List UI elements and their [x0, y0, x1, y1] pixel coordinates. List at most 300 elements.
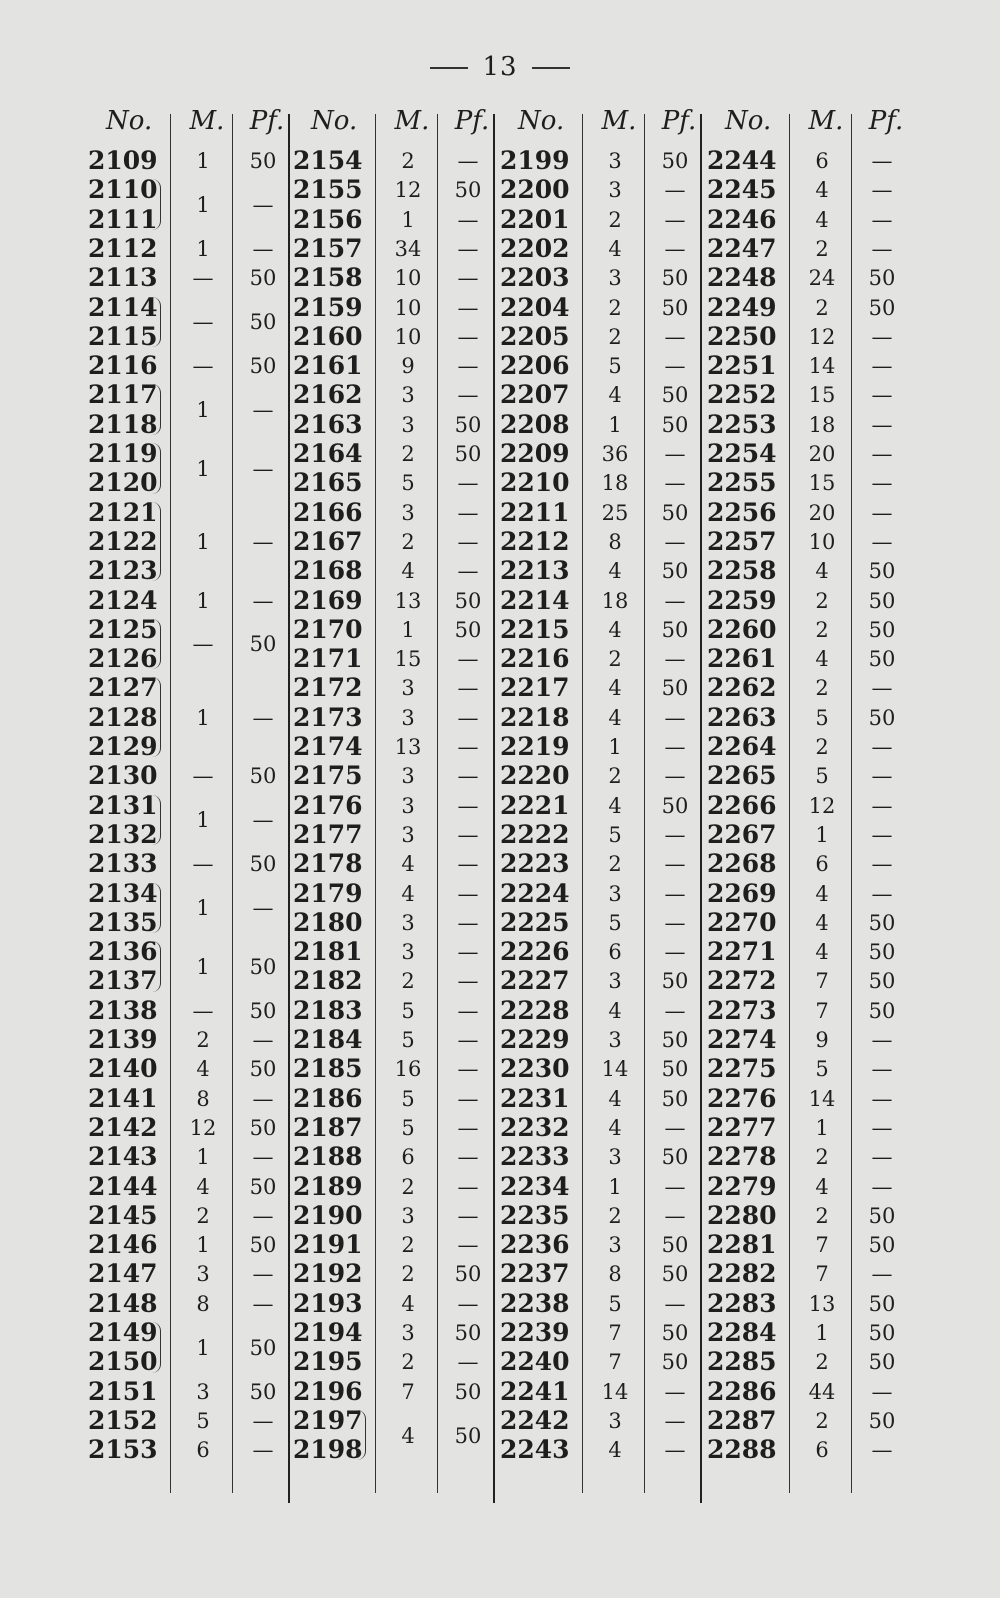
row-number: 2188: [293, 1142, 363, 1172]
row-number: 2125: [88, 614, 158, 644]
row-number: 2156: [293, 204, 363, 234]
row-number: 2224: [500, 878, 570, 908]
amount-pfennig: 50: [868, 588, 896, 613]
amount-marks: —: [192, 632, 214, 657]
row-number: 2175: [293, 761, 363, 791]
amount-pfennig: 50: [249, 852, 277, 877]
amount-pfennig: 50: [868, 617, 896, 642]
amount-pfennig: 50: [249, 1115, 277, 1140]
amount-marks: 1: [196, 192, 210, 217]
header-m: M.: [601, 106, 637, 136]
amount-marks: 7: [608, 1321, 622, 1345]
amount-pfennig: —: [664, 1408, 686, 1433]
row-number: 2247: [707, 233, 777, 263]
amount-pfennig: —: [252, 1408, 274, 1433]
amount-marks: 15: [808, 471, 836, 496]
amount-marks: 6: [401, 1145, 415, 1170]
amount-marks: 3: [608, 1408, 622, 1433]
row-number: 2140: [88, 1054, 158, 1084]
row-number: 2281: [707, 1230, 777, 1260]
row-number: 2192: [293, 1259, 363, 1289]
row-number: 2178: [293, 849, 363, 879]
row-number: 2261: [707, 644, 777, 674]
amount-marks: 1: [608, 1174, 622, 1199]
amount-marks: 7: [815, 1262, 829, 1287]
amount-marks: 3: [401, 500, 415, 525]
amount-pfennig: —: [871, 529, 893, 554]
row-number: 2239: [500, 1318, 570, 1347]
amount-pfennig: —: [457, 266, 479, 291]
header-no: No.: [518, 106, 565, 136]
amount-pfennig: 50: [868, 1233, 896, 1258]
amount-pfennig: —: [457, 793, 479, 818]
row-number: 2202: [500, 233, 570, 263]
header-no: No.: [311, 106, 358, 136]
row-number: 2278: [707, 1142, 777, 1172]
row-number: 2164: [293, 439, 363, 468]
amount-marks: 1: [196, 705, 210, 730]
row-number: 2267: [707, 819, 777, 849]
amount-marks: 1: [608, 412, 622, 437]
amount-marks: 1: [196, 398, 210, 423]
amount-pfennig: 50: [661, 676, 689, 701]
amount-pfennig: —: [457, 529, 479, 554]
row-number: 2286: [707, 1376, 777, 1406]
amount-marks: 1: [196, 529, 210, 554]
amount-pfennig: 50: [661, 500, 689, 525]
amount-marks: 8: [196, 1291, 210, 1316]
row-number: 2118: [88, 409, 158, 439]
amount-marks: 4: [815, 647, 829, 672]
row-number: 2271: [707, 937, 777, 967]
amount-marks: 1: [196, 236, 210, 261]
amount-pfennig: 50: [454, 588, 482, 613]
row-number: 2255: [707, 468, 777, 498]
amount-pfennig: —: [871, 1438, 893, 1463]
amount-marks: 3: [196, 1262, 210, 1287]
amount-pfennig: 50: [868, 1350, 896, 1375]
amount-pfennig: —: [457, 559, 479, 584]
row-number: 2114: [88, 292, 158, 322]
row-number: 2218: [500, 702, 570, 732]
amount-marks: 4: [196, 1057, 210, 1082]
amount-marks: 1: [196, 896, 210, 921]
amount-marks: 3: [608, 266, 622, 291]
amount-pfennig: —: [664, 940, 686, 965]
amount-marks: 2: [815, 1145, 829, 1170]
row-number: 2265: [707, 761, 777, 791]
amount-pfennig: —: [457, 1057, 479, 1082]
amount-pfennig: 50: [868, 910, 896, 935]
row-number: 2245: [707, 175, 777, 205]
row-number: 2174: [293, 732, 363, 761]
row-number: 2288: [707, 1435, 777, 1465]
amount-pfennig: —: [252, 1145, 274, 1170]
amount-pfennig: 50: [249, 266, 277, 291]
amount-marks: 2: [401, 149, 415, 173]
amount-pfennig: 50: [249, 764, 277, 789]
row-number: 2182: [293, 966, 363, 996]
amount-pfennig: —: [664, 1174, 686, 1199]
amount-marks: 5: [815, 705, 829, 730]
amount-pfennig: 50: [661, 969, 689, 994]
row-number: 2266: [707, 790, 777, 820]
amount-marks: 4: [608, 705, 622, 730]
header-pf: Pf.: [454, 106, 490, 136]
row-number: 2173: [293, 702, 363, 732]
amount-pfennig: —: [871, 1057, 893, 1082]
row-number: 2249: [707, 292, 777, 322]
amount-pfennig: —: [252, 1262, 274, 1287]
row-number: 2161: [293, 351, 363, 381]
amount-pfennig: —: [457, 676, 479, 701]
amount-pfennig: —: [871, 1174, 893, 1199]
amount-pfennig: 50: [868, 1408, 896, 1433]
amount-marks: 2: [401, 1262, 415, 1287]
row-number: 2272: [707, 966, 777, 996]
row-number: 2195: [293, 1347, 363, 1377]
amount-marks: 2: [608, 207, 622, 232]
amount-pfennig: —: [871, 1262, 893, 1287]
brace: [152, 883, 161, 934]
amount-marks: 2: [608, 852, 622, 877]
row-number: 2243: [500, 1435, 570, 1465]
amount-marks: —: [192, 852, 214, 877]
amount-pfennig: —: [664, 471, 686, 496]
brace: [152, 677, 161, 757]
amount-pfennig: 50: [661, 383, 689, 408]
row-number: 2260: [707, 614, 777, 644]
amount-marks: 34: [394, 236, 422, 261]
amount-pfennig: —: [871, 735, 893, 759]
amount-marks: 44: [808, 1379, 836, 1404]
amount-marks: 2: [815, 676, 829, 701]
amount-marks: 2: [815, 236, 829, 261]
amount-pfennig: —: [252, 192, 274, 217]
row-number: 2142: [88, 1112, 158, 1142]
amount-marks: 1: [401, 617, 415, 642]
row-number: 2211: [500, 497, 570, 527]
amount-marks: —: [192, 310, 214, 335]
row-number: 2181: [293, 937, 363, 967]
amount-marks: 3: [401, 1203, 415, 1228]
amount-pfennig: 50: [454, 1321, 482, 1345]
amount-pfennig: 50: [661, 1350, 689, 1375]
row-number: 2132: [88, 819, 158, 849]
row-number: 2171: [293, 644, 363, 674]
amount-marks: —: [192, 354, 214, 379]
amount-marks: 2: [401, 529, 415, 554]
amount-pfennig: 50: [661, 1028, 689, 1052]
row-number: 2257: [707, 526, 777, 556]
amount-marks: 3: [401, 676, 415, 701]
row-number: 2144: [88, 1171, 158, 1201]
row-number: 2151: [88, 1376, 158, 1406]
row-number: 2208: [500, 409, 570, 439]
amount-marks: 7: [608, 1350, 622, 1375]
amount-pfennig: —: [871, 324, 893, 349]
amount-pfennig: 50: [249, 1174, 277, 1199]
amount-pfennig: 50: [868, 940, 896, 965]
brace: [152, 1322, 161, 1373]
amount-marks: 7: [401, 1379, 415, 1404]
amount-pfennig: —: [871, 676, 893, 701]
row-number: 2227: [500, 966, 570, 996]
amount-pfennig: —: [664, 705, 686, 730]
row-number: 2137: [88, 966, 158, 996]
amount-pfennig: —: [457, 852, 479, 877]
row-number: 2193: [293, 1288, 363, 1318]
row-number: 2133: [88, 849, 158, 879]
amount-pfennig: —: [252, 236, 274, 261]
amount-marks: 4: [815, 881, 829, 906]
row-number: 2248: [707, 263, 777, 293]
amount-marks: 8: [608, 529, 622, 554]
brace: [152, 179, 161, 230]
amount-marks: 5: [608, 822, 622, 847]
brace: [152, 384, 161, 435]
amount-marks: 13: [808, 1291, 836, 1316]
row-number: 2270: [707, 907, 777, 937]
amount-marks: 3: [196, 1379, 210, 1404]
amount-marks: 3: [401, 705, 415, 730]
amount-marks: 4: [401, 852, 415, 877]
amount-pfennig: —: [252, 1086, 274, 1111]
row-number: 2147: [88, 1259, 158, 1289]
row-number: 2253: [707, 409, 777, 439]
amount-marks: 2: [401, 1350, 415, 1375]
amount-pfennig: —: [664, 822, 686, 847]
row-number: 2276: [707, 1083, 777, 1113]
row-number: 2116: [88, 351, 158, 381]
row-number: 2159: [293, 292, 363, 322]
amount-marks: 1: [196, 1233, 210, 1258]
amount-marks: 4: [608, 1438, 622, 1463]
amount-pfennig: 50: [661, 793, 689, 818]
amount-marks: 4: [401, 881, 415, 906]
amount-pfennig: —: [457, 705, 479, 730]
amount-marks: 3: [401, 940, 415, 965]
row-number: 2259: [707, 585, 777, 615]
amount-marks: 4: [608, 617, 622, 642]
amount-pfennig: —: [457, 1203, 479, 1228]
amount-marks: 4: [815, 940, 829, 965]
row-number: 2220: [500, 761, 570, 791]
amount-marks: 2: [815, 1203, 829, 1228]
row-number: 2184: [293, 1025, 363, 1054]
amount-marks: 3: [608, 149, 622, 173]
table-block-3: [500, 106, 705, 1486]
row-number: 2134: [88, 878, 158, 908]
amount-marks: 3: [401, 412, 415, 437]
amount-marks: 3: [608, 881, 622, 906]
amount-marks: 2: [401, 969, 415, 994]
row-number: 2126: [88, 644, 158, 674]
amount-pfennig: 50: [868, 998, 896, 1023]
row-number: 2167: [293, 526, 363, 556]
amount-marks: 10: [394, 266, 422, 291]
row-number: 2242: [500, 1405, 570, 1435]
amount-pfennig: —: [664, 1203, 686, 1228]
amount-pfennig: —: [664, 852, 686, 877]
row-number: 2279: [707, 1171, 777, 1201]
amount-pfennig: 50: [868, 969, 896, 994]
dash-right: [532, 67, 570, 69]
amount-marks: 2: [815, 1350, 829, 1375]
amount-pfennig: 50: [249, 998, 277, 1023]
row-number: 2217: [500, 673, 570, 703]
amount-pfennig: —: [457, 1145, 479, 1170]
row-number: 2183: [293, 995, 363, 1025]
amount-marks: 4: [401, 1291, 415, 1316]
amount-pfennig: 50: [249, 1379, 277, 1404]
amount-pfennig: —: [457, 1174, 479, 1199]
amount-pfennig: —: [664, 236, 686, 261]
row-number: 2146: [88, 1230, 158, 1260]
rule: [375, 114, 376, 1493]
amount-marks: 13: [394, 588, 422, 613]
row-number: 2284: [707, 1318, 777, 1347]
amount-marks: 3: [608, 1233, 622, 1258]
row-number: 2128: [88, 702, 158, 732]
amount-pfennig: 50: [661, 1262, 689, 1287]
amount-marks: 2: [815, 1408, 829, 1433]
amount-pfennig: —: [457, 1086, 479, 1111]
amount-marks: 4: [196, 1174, 210, 1199]
amount-pfennig: —: [457, 149, 479, 173]
row-number: 2256: [707, 497, 777, 527]
row-number: 2252: [707, 380, 777, 410]
row-number: 2277: [707, 1112, 777, 1142]
amount-pfennig: —: [457, 1115, 479, 1140]
row-number: 2155: [293, 175, 363, 205]
row-number: 2148: [88, 1288, 158, 1318]
amount-marks: 4: [401, 1423, 415, 1448]
row-number: 2109: [88, 146, 158, 175]
amount-marks: 3: [401, 910, 415, 935]
amount-pfennig: —: [871, 822, 893, 847]
amount-pfennig: 50: [661, 266, 689, 291]
row-number: 2287: [707, 1405, 777, 1435]
rule: [789, 114, 790, 1493]
amount-pfennig: —: [664, 207, 686, 232]
row-number: 2176: [293, 790, 363, 820]
amount-pfennig: 50: [868, 1203, 896, 1228]
amount-marks: 4: [608, 676, 622, 701]
header-no: No.: [725, 106, 772, 136]
amount-pfennig: —: [457, 236, 479, 261]
row-number: 2129: [88, 732, 158, 761]
amount-marks: 10: [394, 324, 422, 349]
brace: [152, 619, 161, 670]
amount-marks: —: [192, 764, 214, 789]
row-number: 2127: [88, 673, 158, 703]
amount-pfennig: 50: [868, 266, 896, 291]
row-number: 2153: [88, 1435, 158, 1465]
amount-pfennig: 50: [661, 1057, 689, 1082]
row-number: 2177: [293, 819, 363, 849]
amount-pfennig: 50: [868, 1291, 896, 1316]
amount-pfennig: —: [871, 1086, 893, 1111]
row-number: 2197: [293, 1405, 363, 1435]
amount-marks: 5: [815, 1057, 829, 1082]
amount-marks: 5: [401, 471, 415, 496]
row-number: 2280: [707, 1200, 777, 1230]
amount-pfennig: —: [871, 149, 893, 173]
amount-pfennig: 50: [249, 1335, 277, 1360]
row-number: 2262: [707, 673, 777, 703]
row-number: 2186: [293, 1083, 363, 1113]
amount-marks: 13: [394, 735, 422, 759]
page-number-text: 13: [482, 52, 518, 82]
amount-marks: 1: [196, 1145, 210, 1170]
row-number: 2121: [88, 497, 158, 527]
row-number: 2172: [293, 673, 363, 703]
amount-pfennig: —: [871, 178, 893, 203]
amount-pfennig: 50: [868, 295, 896, 320]
amount-pfennig: —: [457, 940, 479, 965]
row-number: 2166: [293, 497, 363, 527]
amount-pfennig: —: [871, 764, 893, 789]
header-pf: Pf.: [661, 106, 697, 136]
amount-pfennig: —: [252, 456, 274, 481]
header-m: M.: [189, 106, 225, 136]
amount-marks: 4: [608, 559, 622, 584]
row-number: 2198: [293, 1435, 363, 1465]
row-number: 2241: [500, 1376, 570, 1406]
amount-marks: 2: [608, 647, 622, 672]
amount-marks: 2: [608, 764, 622, 789]
row-number: 2285: [707, 1347, 777, 1377]
amount-pfennig: —: [457, 354, 479, 379]
amount-pfennig: —: [457, 998, 479, 1023]
row-number: 2269: [707, 878, 777, 908]
amount-pfennig: 50: [249, 310, 277, 335]
amount-pfennig: 50: [868, 647, 896, 672]
amount-marks: 14: [808, 1086, 836, 1111]
amount-marks: 7: [815, 1233, 829, 1258]
amount-marks: 12: [808, 793, 836, 818]
row-number: 2115: [88, 321, 158, 351]
amount-marks: —: [192, 266, 214, 291]
amount-marks: 1: [815, 1321, 829, 1345]
row-number: 2168: [293, 556, 363, 586]
amount-pfennig: —: [871, 236, 893, 261]
row-number: 2203: [500, 263, 570, 293]
amount-marks: 3: [608, 1145, 622, 1170]
row-number: 2117: [88, 380, 158, 410]
amount-marks: 16: [394, 1057, 422, 1082]
amount-pfennig: —: [252, 588, 274, 613]
amount-marks: 5: [401, 1086, 415, 1111]
amount-marks: 5: [401, 1115, 415, 1140]
amount-marks: 7: [815, 998, 829, 1023]
amount-marks: 6: [608, 940, 622, 965]
amount-marks: 2: [815, 617, 829, 642]
row-number: 2258: [707, 556, 777, 586]
amount-marks: 4: [815, 178, 829, 203]
row-number: 2136: [88, 937, 158, 967]
row-number: 2157: [293, 233, 363, 263]
row-number: 2240: [500, 1347, 570, 1377]
row-number: 2206: [500, 351, 570, 381]
amount-pfennig: 50: [454, 1379, 482, 1404]
row-number: 2238: [500, 1288, 570, 1318]
amount-pfennig: —: [871, 471, 893, 496]
amount-marks: 3: [401, 383, 415, 408]
amount-marks: 1: [196, 808, 210, 833]
row-number: 2226: [500, 937, 570, 967]
